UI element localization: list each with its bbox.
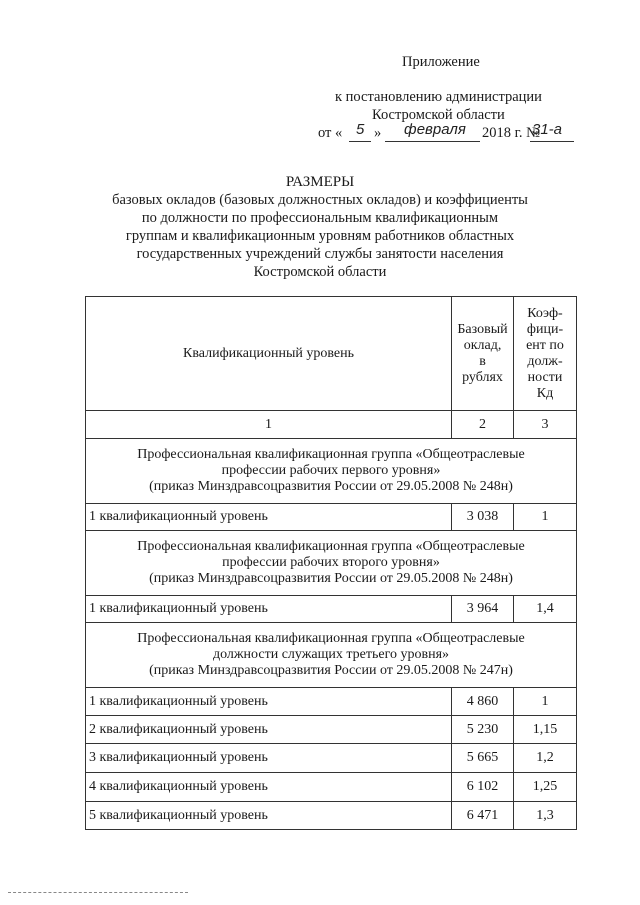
level-cell: 1 квалификационный уровень xyxy=(86,504,452,531)
salary-cell: 3 038 xyxy=(452,504,514,531)
table-row xyxy=(86,596,577,623)
coefficient-cell: 1 xyxy=(514,688,577,716)
group-title-line: (приказ Минздравсоцразвития России от 29.05.2008 № 247н) xyxy=(149,663,513,678)
group-row xyxy=(86,439,577,504)
date-month-underline xyxy=(385,141,480,142)
column-header-salary xyxy=(452,297,514,411)
column-number: 3 xyxy=(514,411,577,439)
date-month: февраля xyxy=(404,121,466,138)
group-row xyxy=(86,623,577,688)
group-title xyxy=(86,439,577,504)
header-line: долж- xyxy=(527,353,563,369)
group-title-line: Профессиональная квалификационная группа «Общеотраслевые xyxy=(137,539,525,554)
table-row xyxy=(86,744,577,773)
document-title xyxy=(0,173,640,281)
date-prefix: от « xyxy=(318,125,343,141)
date-day-underline xyxy=(349,141,371,142)
salary-cell: 3 964 xyxy=(452,596,514,623)
group-title-line: Профессиональная квалификационная группа «Общеотраслевые xyxy=(137,631,525,646)
group-title-line: (приказ Минздравсоцразвития России от 29.05.2008 № 248н) xyxy=(149,571,513,586)
table-row xyxy=(86,802,577,830)
column-header-level: Квалификационный уровень xyxy=(86,297,452,411)
coefficient-cell: 1 xyxy=(514,504,577,531)
level-cell: 2 квалификационный уровень xyxy=(86,716,452,744)
group-title-line: (приказ Минздравсоцразвития России от 29.05.2008 № 248н) xyxy=(149,479,513,494)
footer-divider xyxy=(8,892,188,893)
region-label: Костромской области xyxy=(372,107,505,123)
title-line: базовых окладов (базовых должностных окладов) и коэффициенты xyxy=(112,192,528,208)
group-title-line: Профессиональная квалификационная группа «Общеотраслевые xyxy=(137,447,525,462)
column-number: 1 xyxy=(86,411,452,439)
header-line: ент по xyxy=(526,337,564,353)
coefficient-cell: 1,2 xyxy=(514,744,577,773)
title-line: по должности по профессиональным квалификационным xyxy=(141,210,499,226)
coefficient-cell: 1,3 xyxy=(514,802,577,830)
group-title xyxy=(86,531,577,596)
column-header-coefficient xyxy=(514,297,577,411)
coefficient-cell: 1,15 xyxy=(514,716,577,744)
coefficient-cell: 1,4 xyxy=(514,596,577,623)
salary-cell: 6 102 xyxy=(452,773,514,802)
title-line: Костромской области xyxy=(253,264,387,280)
header-line: фици- xyxy=(526,321,564,337)
header-line: в xyxy=(479,353,486,369)
header-line: Кд xyxy=(536,385,554,401)
table-header-row xyxy=(86,297,577,411)
resolution-label: к постановлению администрации xyxy=(335,89,542,105)
salary-cell: 5 230 xyxy=(452,716,514,744)
coefficient-cell: 1,25 xyxy=(514,773,577,802)
header-line: рублях xyxy=(462,369,503,385)
level-cell: 4 квалификационный уровень xyxy=(86,773,452,802)
header-line: Коэф- xyxy=(527,305,563,321)
date-day: 5 xyxy=(356,121,365,138)
doc-number: 31-а xyxy=(532,121,563,138)
salary-cell: 6 471 xyxy=(452,802,514,830)
group-title-line: профессии рабочих второго уровня» xyxy=(222,555,440,570)
column-number-row xyxy=(86,411,577,439)
title-line: государственных учреждений службы занятости населения xyxy=(136,246,504,262)
level-cell: 3 квалификационный уровень xyxy=(86,744,452,773)
table-row xyxy=(86,773,577,802)
header-line: оклад, xyxy=(463,337,502,353)
level-cell: 1 квалификационный уровень xyxy=(86,596,452,623)
level-cell: 1 квалификационный уровень xyxy=(86,688,452,716)
column-number: 2 xyxy=(452,411,514,439)
appendix-label: Приложение xyxy=(402,54,480,70)
salary-table xyxy=(85,296,577,830)
group-title-line: профессии рабочих первого уровня» xyxy=(221,463,441,478)
level-cell: 5 квалификационный уровень xyxy=(86,802,452,830)
table-row xyxy=(86,688,577,716)
group-row xyxy=(86,531,577,596)
table-row xyxy=(86,716,577,744)
group-title xyxy=(86,623,577,688)
header-line: Базовый xyxy=(457,321,508,337)
date-year: 2018 г. № xyxy=(482,125,541,141)
salary-cell: 4 860 xyxy=(452,688,514,716)
title-heading: РАЗМЕРЫ xyxy=(285,174,355,190)
title-line: группам и квалификационным уровням работников областных xyxy=(125,228,515,244)
group-title-line: должности служащих третьего уровня» xyxy=(212,647,450,662)
doc-number-underline xyxy=(530,141,574,142)
table-row xyxy=(86,504,577,531)
date-mid: » xyxy=(374,125,382,141)
header-line: ности xyxy=(527,369,563,385)
salary-cell: 5 665 xyxy=(452,744,514,773)
